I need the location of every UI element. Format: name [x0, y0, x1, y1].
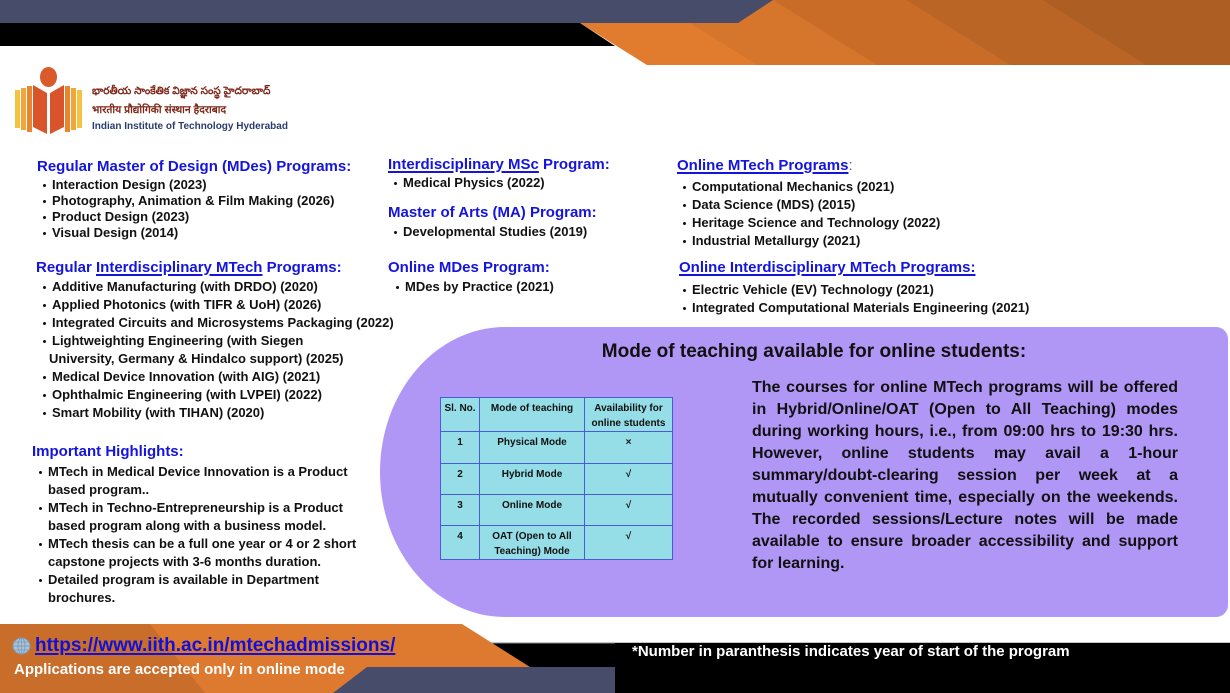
heading-suffix: Program: [538, 156, 610, 173]
paragraph-line: However, online students may avail a 1-hour [752, 445, 1178, 462]
table-cell: √ [585, 526, 673, 560]
table-cell: × [585, 432, 673, 464]
heading-prefix: Regular [36, 259, 97, 276]
list-item: MDes by Practice (2021) [405, 279, 554, 294]
list-item: Ophthalmic Engineering (with LVPEI) (2022) [52, 386, 394, 404]
paragraph-line: available to ensure broader accessibility and support [752, 533, 1178, 550]
table-cell: OAT (Open to All Teaching) Mode [480, 526, 585, 560]
list-item: Photography, Animation & Film Making (2026) [52, 193, 335, 208]
list-item: Smart Mobility (with TIHAN) (2020) [52, 404, 394, 422]
teaching-mode-panel [380, 327, 1228, 617]
list-item: Interaction Design (2023) [52, 177, 334, 193]
heading-underlined: Interdisciplinary MTech [96, 259, 263, 276]
master-of-arts-heading: Master of Arts (MA) Program: [388, 204, 597, 221]
heading-underlined: Interdisciplinary MSc [388, 156, 539, 173]
list-item: Product Design (2023) [52, 209, 334, 225]
logo-text-english: Indian Institute of Technology Hyderabad [92, 121, 288, 132]
list-item: MTech in Medical Device Innovation is a Product based program.. [48, 463, 356, 499]
list-item: Medical Physics (2022) [403, 175, 545, 190]
interdisciplinary-msc-list [403, 174, 545, 192]
list-item: Industrial Metallurgy (2021) [692, 232, 940, 250]
logo-text-telugu: భారతీయ సాంకేతిక విజ్ఞాన సంస్థ హైదరాబాద్ [92, 85, 271, 97]
online-mtech-list [692, 178, 940, 250]
list-item: Visual Design (2014) [52, 225, 334, 241]
list-item: Applied Photonics (with TIFR & UoH) (2026) [52, 296, 394, 314]
table-row [441, 495, 673, 526]
paragraph-line: during working hours, i.e., from 09:00 hrs to 19:30 hrs. [752, 423, 1178, 440]
table-cell: √ [585, 464, 673, 495]
table-row [441, 526, 673, 560]
table-header-row [441, 398, 673, 432]
heading-suffix: : [848, 157, 853, 174]
logo-text-hindi: भारतीय प्रौद्योगिकी संस्थान हैदराबाद [92, 104, 227, 116]
paragraph-line: in Hybrid/Online/OAT (Open to All Teaching) modes [752, 401, 1178, 418]
panel-title: Mode of teaching available for online students: [601, 341, 1027, 362]
list-item: Heritage Science and Technology (2022) [692, 215, 941, 230]
paragraph-line: for learning. [752, 555, 845, 572]
regular-mdes-list [52, 177, 334, 241]
table-header-cell: Availability for online students [585, 398, 673, 432]
list-item: Medical Device Innovation (with AIG) (2021) [52, 368, 394, 386]
list-item: MTech in Techno-Entrepreneurship is a Product based program along with a business model. [48, 499, 356, 535]
paragraph-line: mutually convenient time, especially on the weekends. [752, 489, 1178, 506]
heading-suffix: Programs: [262, 259, 342, 276]
heading-underlined: Online MTech Programs [677, 157, 849, 174]
online-teaching-description [752, 377, 1178, 575]
paragraph-line: summary/doubt-clearing session per week at a [752, 467, 1178, 484]
table-row [441, 464, 673, 495]
table-cell: 2 [441, 464, 480, 495]
important-highlights-heading: Important Highlights: [32, 443, 184, 460]
table-header-cell: Sl. No. [441, 398, 480, 432]
table-cell: Online Mode [480, 495, 585, 526]
list-item: Integrated Computational Materials Engineering (2021) [692, 300, 1030, 315]
table-cell: 3 [441, 495, 480, 526]
table-row [441, 432, 673, 464]
globe-icon [12, 637, 31, 655]
table-header-cell: Mode of teaching [480, 398, 585, 432]
table-cell: 1 [441, 432, 480, 464]
iith-logo [12, 62, 86, 138]
list-item: Electric Vehicle (EV) Technology (2021) [692, 281, 1029, 299]
important-highlights-list [48, 463, 356, 607]
paragraph-line: The courses for online MTech programs will be offered [752, 379, 1178, 396]
online-mdes-heading: Online MDes Program: [388, 259, 550, 276]
list-item: MTech thesis can be a full one year or 4 or 2 short capstone projects with 3-6 months duration. [48, 536, 357, 569]
regular-interdisciplinary-mtech-list [49, 278, 394, 422]
regular-interdisciplinary-mtech-heading [36, 259, 342, 277]
table-cell: Hybrid Mode [480, 464, 585, 495]
online-interdisciplinary-mtech-list [692, 281, 1029, 317]
paragraph-line: The recorded sessions/Lecture notes will be made [752, 511, 1178, 528]
admissions-link[interactable]: https://www.iith.ac.in/mtechadmissions/ [35, 635, 396, 656]
list-item: Computational Mechanics (2021) [692, 178, 940, 196]
iith-logo-mark-icon [12, 62, 86, 138]
applications-note: Applications are accepted only in online mode [14, 661, 345, 678]
list-item: Data Science (MDS) (2015) [692, 196, 940, 214]
list-item: Developmental Studies (2019) [403, 224, 588, 239]
online-mtech-heading [677, 157, 853, 175]
list-item: Lightweighting Engineering (with Siegen University, Germany & Hindalco support) (2025) [52, 332, 394, 368]
master-of-arts-list [403, 223, 587, 241]
list-item: Integrated Circuits and Microsystems Packaging (2022) [52, 315, 394, 330]
interdisciplinary-msc-heading [388, 156, 610, 174]
table-cell: 4 [441, 526, 480, 560]
list-item: Additive Manufacturing (with DRDO) (2020) [52, 278, 394, 296]
online-interdisciplinary-mtech-heading: Online Interdisciplinary MTech Programs: [679, 259, 976, 276]
regular-mdes-heading: Regular Master of Design (MDes) Programs: [37, 158, 352, 175]
table-cell: Physical Mode [480, 432, 585, 464]
top-banner [0, 0, 1230, 70]
online-mdes-list [405, 278, 554, 296]
teaching-mode-table [440, 397, 673, 560]
table-cell: √ [585, 495, 673, 526]
list-item: Detailed program is available in Department brochures. [48, 571, 356, 607]
year-footnote: *Number in paranthesis indicates year of start of the program [632, 643, 1070, 660]
